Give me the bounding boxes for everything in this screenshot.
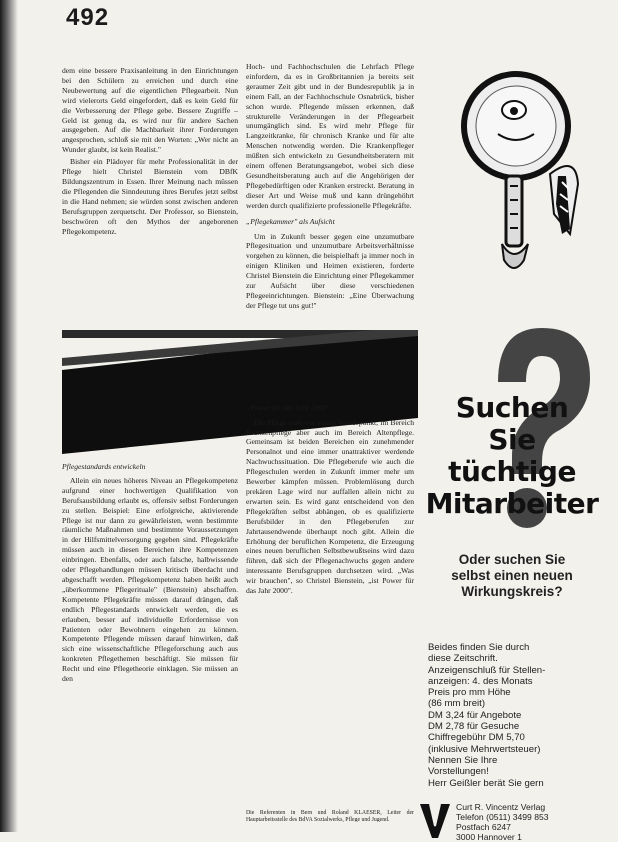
ad-subheadline (418, 552, 606, 600)
ad-subhead-line: selbst einen neuen (451, 568, 573, 583)
section-heading: „Power für das Jahr 2000" (246, 402, 330, 412)
publisher-line: Curt R. Vincentz Verlag (456, 802, 546, 812)
paragraph: Hoch- und Fachhochschulen die Lehrfach Pflege einfordern, da es in Großbritannien ja bereits seit geraumer Zeit gibt und in der Bundesrepublik ja in einem Fall, an der Fachhochschule Osnabrück, bisher schon wurde. Pflegende müssen erkennen, daß strukturelle Veränderungen in der Pflegearbeit unumgänglich sind. Es wird mehr Pflege für Langzeitkranke, für chronisch Kranke und für alte Menschen notwendig werden. Die Krankenpfleger müßten sich entwickeln zu Gesundheitsberatern mit einem offenen Beratungsangebot, wobei sich diese Gesundheitsberatung auch auf die Angehörigen der Pflegebedürftigen oder Kranken erstreckt. Beratung in dieser Art und Weise muß und kann drüngehöhrt werden durch qualifizierte professionelle Pflegekräfte. (246, 62, 414, 210)
ad-body-line: DM 3,24 für Angebote (428, 709, 522, 721)
page-binding-shadow (0, 0, 18, 832)
ad-body-line: (86 mm breit) (428, 698, 486, 710)
ad-headline-line: Suchen (455, 391, 569, 424)
ad-headline-line: tüchtige (448, 455, 576, 488)
ad-body-line: Herr Geißler berät Sie gern (428, 777, 544, 789)
section-heading: Pflegestandards entwickeln (62, 462, 146, 471)
ad-subhead-line: Wirkungskreis? (461, 584, 563, 599)
left-column-top (62, 66, 238, 320)
ad-subhead-line: Oder suchen Sie (458, 552, 566, 567)
ad-body-line: DM 2,78 für Gesuche (428, 721, 520, 733)
page-number: 492 (66, 4, 110, 31)
paragraph: Um in Zukunft besser gegen eine unzumutbare Pflegesituation und unzumutbare Arbeitsverhältnisse vorgehen zu können, die beispielhaft ja immer noch in einigen Kliniken und Heimen existieren, forderte Christel Bienstein die Einrichtung einer Pflegekammer zur Aufsicht über diese verschiedenen Pflegeeinrichtungen. Bienstein: „Eine Überwachung der Pflege tut uns gut!" (246, 231, 414, 310)
magnifier-man-illustration (458, 64, 588, 304)
publisher-line: 3000 Hannover 1 (456, 832, 522, 842)
ad-body-line: (inklusive Mehrwertsteuer) (428, 743, 541, 755)
paragraph: dem eine bessere Praxisanleitung in den Einrichtungen bei den Schülern zu erreichen und durch eine Neubewertung auf die eigentlichen Pflegearbeit. Nun wird vielerorts Geld eingefordert, daß es kein Geld für die Verbesserung der Pflege gebe. Bessere Zugriffe – Geld ist genug da, es wird nur für andere Sachen ausgegeben. Auf die Machbarkeit ihrer Forderungen angesprochen, schloß sie mit den Worten: „Wer nicht an Wunder glaubt, ist kein Realist." (62, 66, 238, 155)
publisher-line: Telefon (0511) 3499 853 (456, 812, 549, 822)
ad-body-line: diese Zeitschrift. (428, 653, 498, 665)
job-advertisement (418, 64, 606, 842)
ad-body-line: Nennen Sie Ihre (428, 754, 498, 766)
publisher-logo-icon (418, 800, 452, 840)
ad-headline (418, 392, 606, 520)
ad-body-line: Chiffregebühr DM 5,70 (428, 732, 525, 744)
ad-body-line: Beides finden Sie durch (428, 642, 530, 653)
ad-headline-line: Sie (488, 423, 536, 456)
footnote: Die Referenten in Bern und Roland KLAESER, Leiter der Hauptarbeitsstelle des BdVA Sozialwerks, Pflege und Jugend. (246, 810, 414, 822)
ad-body (428, 642, 606, 789)
publisher-line: Postfach 6247 (456, 822, 511, 832)
ad-body-line: anzeigen: 4. des Monats (428, 675, 533, 687)
middle-column (246, 62, 414, 822)
ad-headline-line: Mitarbeiter (425, 487, 599, 520)
section-heading: „Pflegekammer" als Aufsicht (246, 216, 335, 226)
paragraph: Allein ein neues höheres Niveau an Pflegekompetenz aufgrund einer hochwertigen Qualifikation von Berufsausbildung erlaubt es, offensiv selbst Forderungen zu stellen. Beispiel: Eine erfolgreiche, aktivierende Pflege ist nur dann zu gewährleisten, wenn bestimmte räumliche Maßnahmen und bestimmte Voraussetzungen in der Hilfsmittelversorgung gegeben sind. Pflegekräfte müssen auch in diesen Bereichen ihre Kompetenzen einbringen. Ebenfalls, oder auch falsche, halbwissende oder Pflegehandlungen müssen kritisch überdacht und abgeschafft werden. Pflegekompetenz haben heißt auch „überkommene Pflegerituale" (Bienstein) abschaffen. Kompetente Pflegekräfte müssen darauf drängen, daß endlich Pflegestandards entwickelt werden, die es erlauben, besser auf individuelle Erfordernisse von Patienten oder Bewohnern eingehen zu können. Kompetente Pflegende müssen darauf hinwirken, daß sich eine wissenschaftliche Pflegeforschung auch aus konkreten Pflegethemen beschäftigt. Sie müssen für Recht und eine Pflegetheorie einklagen. Sie müssen an den (62, 475, 238, 684)
ad-body-line: Anzeigenschluß für Stellen- (428, 664, 546, 676)
ad-body-line: Preis pro mm Höhe (428, 687, 511, 699)
paragraph: Bisher ein Plädoyer für mehr Professionalität in der Pflege hielt Christel Bienstein vom DBfK Bildungszentrum in Essen. Ihrer Meinung nach müssen die Pflegenden die Sinndeutung ihres Berufes jetzt selbst in die Hand nehmen; sie würden sonst zwischen anderen Berufsgruppen zerquetscht. Der Professor, so Bienstein, beschwören oft den Mythos der angeborenen Pflegekompetenz. (62, 157, 238, 236)
publisher-info (456, 802, 549, 842)
ad-body-line: Vorstellungen! (428, 766, 489, 778)
spacer (246, 313, 414, 397)
paragraph: Die Pflege steht vor einem Wendepunkt, im Bereich Krankenpflege aber auch im Bereich Altenpflege. Gemeinsam ist beiden Bereichen ein zunehmender Personalnot und eine immer unattraktiver werdende Nachwuchssituation. Die Pflegeberufe wie auch die Pflegeschulen werden in Zukunft immer mehr um Bewerber kämpfen müssen. Problemlösung durch prekären Lage wird nur auffallen allein nicht zu erwarten sein. Es wird ganz entscheidend von den Pflegekräften selbst abhängen, ob es qualifizierte Berufsbilder in den Pflegeberufen zur Jahrtausendwende überhaupt noch gibt. Allein die Erhöhung der beruflichen Kompetenz, die Erzeugung eines neuen beruflichen Selbstbewußtseins wird dazu führen, daß sich der Pflegenachwuchs gegen andere interessante Berufsgruppen durchsetzen wird. „Was wir brauchen", so Christel Bienstein, „ist Power für das Jahr 2000". (246, 417, 414, 596)
left-column-bottom (62, 458, 238, 824)
